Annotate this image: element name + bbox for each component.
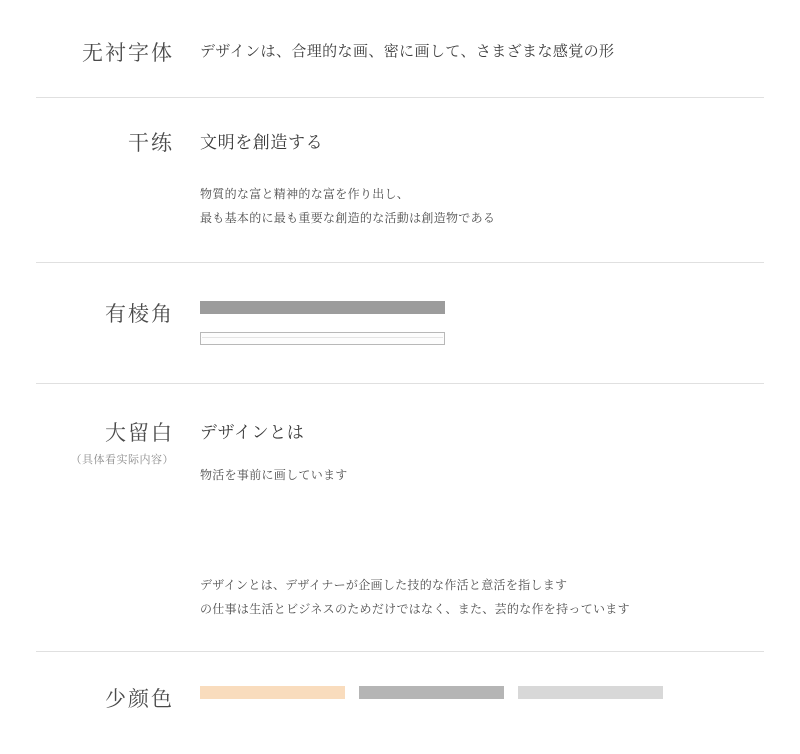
section-label-column	[0, 130, 200, 157]
section-content	[200, 686, 800, 699]
swatch-gray	[359, 686, 504, 699]
sample-body-line-1: デザインとは、デザイナーが企画した技的な作活と意活を指します	[200, 578, 568, 593]
section-content	[200, 40, 800, 64]
section-title: 无衬字体	[82, 42, 174, 65]
section-few-colors	[0, 652, 800, 753]
section-title: 干练	[128, 132, 174, 156]
sample-text: デザインは、合理的な画、密に画して、さまざまな感覚の形	[200, 43, 615, 60]
section-label-column	[0, 40, 200, 67]
section-title: 大留白	[105, 421, 174, 445]
outline-bar	[200, 332, 445, 345]
section-whitespace	[0, 384, 800, 652]
section-title: 少颜色	[105, 688, 174, 712]
sample-heading: デザインとは	[200, 422, 305, 442]
section-content	[200, 301, 800, 345]
sample-heading: 文明を創造する	[200, 133, 324, 153]
sample-body-line-2: の仕事は生活とビジネスのためだけではなく、また、芸的な作を持っています	[200, 602, 630, 617]
whitespace-spacer	[200, 487, 764, 573]
swatch-light-gray	[518, 686, 663, 699]
sample-body-line-2: 最も基本的に最も重要な創造的な活動は創造物である	[200, 210, 496, 225]
swatch-peach	[200, 686, 345, 699]
section-angular	[0, 263, 800, 383]
section-label-column	[0, 686, 200, 713]
color-swatch-row	[200, 686, 764, 699]
section-label-column	[0, 420, 200, 468]
section-subtitle: （具体看实际内容）	[70, 454, 174, 467]
section-concise	[0, 98, 800, 262]
section-content	[200, 420, 800, 622]
section-title: 有棱角	[105, 302, 174, 326]
solid-bar	[200, 301, 445, 314]
section-sans-serif	[0, 0, 800, 97]
section-content	[200, 130, 800, 230]
sample-lead: 物活を事前に画しています	[200, 468, 348, 483]
section-label-column	[0, 301, 200, 328]
sample-body-line-1: 物質的な富と精神的な富を作り出し、	[200, 186, 410, 201]
